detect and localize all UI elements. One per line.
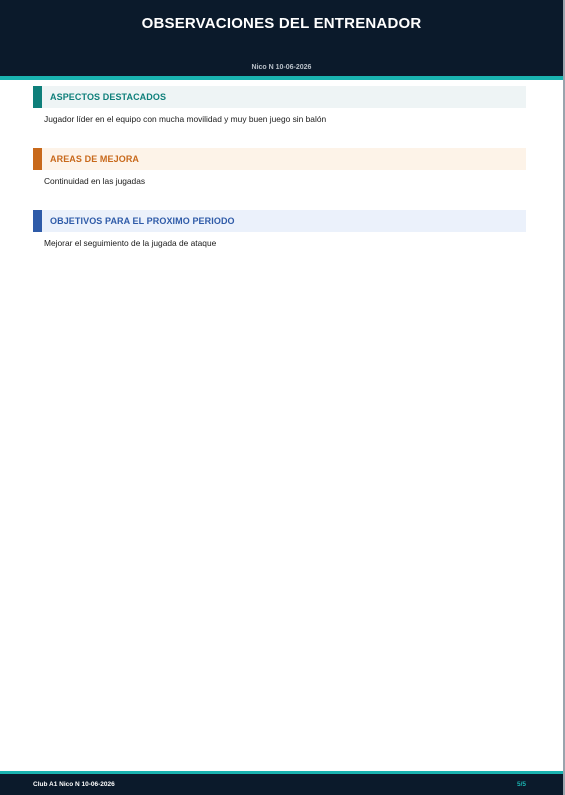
footer-info: Club A1 Nico N 10-06-2026 <box>33 781 115 788</box>
section-header <box>33 210 526 232</box>
page-subtitle: Nico N 10-06-2026 <box>251 64 312 71</box>
page-title: OBSERVACIONES DEL ENTRENADOR <box>141 15 422 32</box>
section-areas-de-mejora <box>33 148 526 186</box>
section-header <box>33 148 526 170</box>
section-accent-bar <box>33 210 42 232</box>
section-aspectos-destacados <box>33 86 526 124</box>
section-text: Mejorar el seguimiento de la jugada de ataque <box>44 238 217 248</box>
header-divider <box>0 76 563 80</box>
section-accent-bar <box>33 148 42 170</box>
section-objetivos <box>33 210 526 248</box>
page-header <box>0 0 563 76</box>
page-footer <box>0 774 563 795</box>
section-accent-bar <box>33 86 42 108</box>
page-number: 5/5 <box>516 781 526 788</box>
section-title: OBJETIVOS PARA EL PROXIMO PERIODO <box>50 216 235 226</box>
section-title: AREAS DE MEJORA <box>50 154 140 164</box>
section-title: ASPECTOS DESTACADOS <box>50 92 167 102</box>
section-header <box>33 86 526 108</box>
section-text: Jugador líder en el equipo con mucha movilidad y muy buen juego sin balón <box>44 114 327 124</box>
section-text: Continuidad en las jugadas <box>44 176 146 186</box>
